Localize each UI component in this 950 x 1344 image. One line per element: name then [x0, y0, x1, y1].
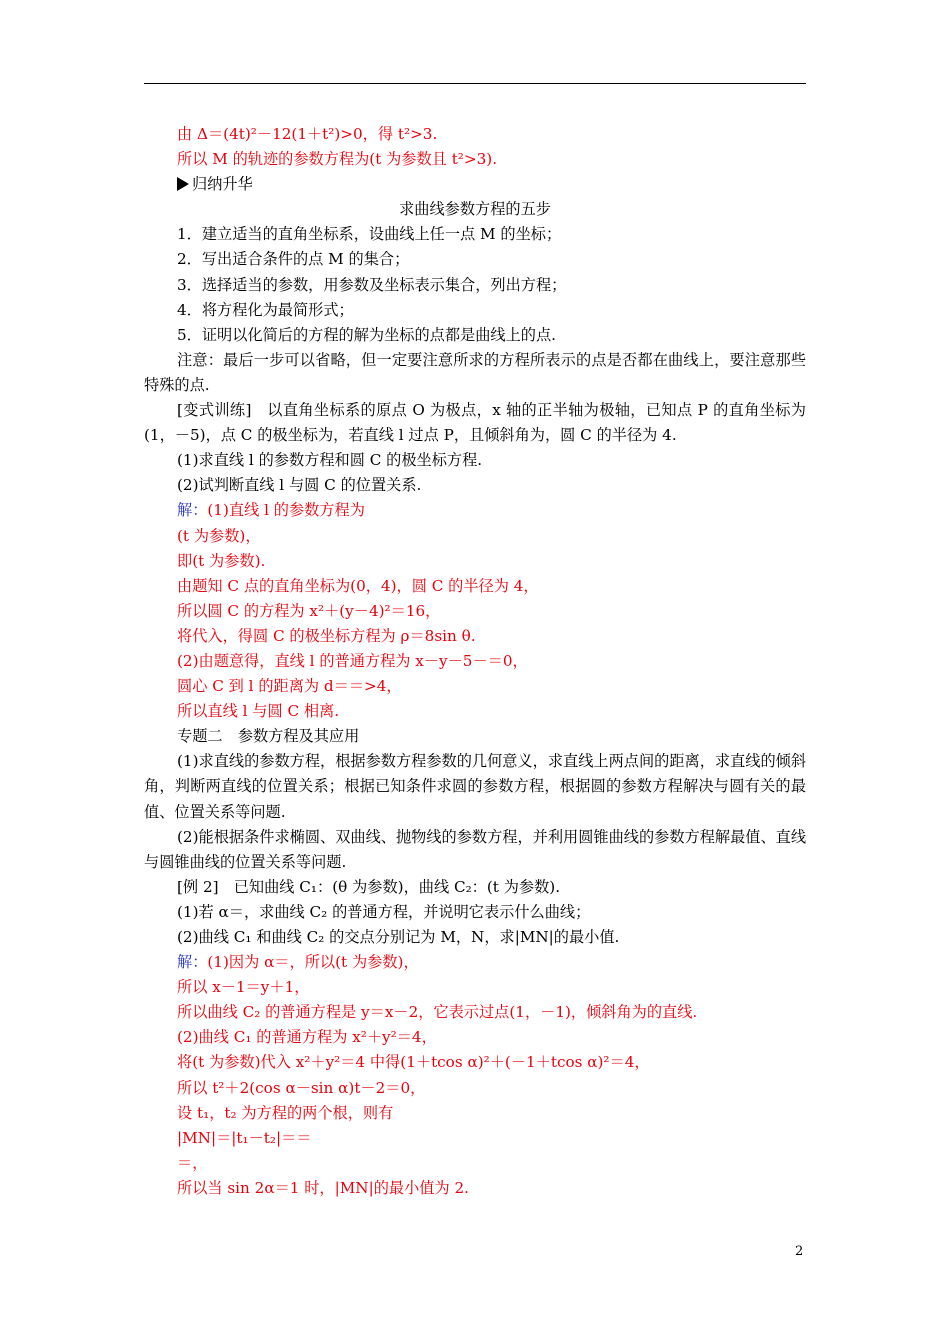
solution-line: |MN|＝|t₁－t₂|＝＝ — [177, 1128, 312, 1147]
page-number: 2 — [795, 1244, 804, 1259]
summary-heading-text: 归纳升华 — [192, 175, 253, 194]
step-item: 3．选择适当的参数，用参数及坐标表示集合，列出方程； — [177, 275, 567, 294]
solution-line: 将代入，得圆 C 的极坐标方程为 ρ＝8sin θ. — [177, 626, 476, 645]
solution-line: (2)由题意得，直线 l 的普通方程为 x－y－5－＝0， — [177, 651, 528, 670]
answer-line: 所以 M 的轨迹的参数方程为(t 为参数且 t²>3). — [177, 150, 498, 169]
page-body — [144, 122, 806, 1201]
triangle-icon — [177, 177, 189, 191]
note-paragraph: 注意：最后一步可以省略，但一定要注意所求的方程所表示的点是否都在曲线上，要注意那些特殊的点. — [144, 350, 806, 394]
step-item: 2．写出适合条件的点 M 的集合； — [177, 250, 410, 269]
step-item: 4．将方程化为最简形式； — [177, 300, 354, 319]
solution-line: 所以直线 l 与圆 C 相离. — [177, 702, 340, 721]
solution-line: 将(t 为参数)代入 x²＋y²＝4 中得(1＋tcos α)²＋(－1＋tcos α)²＝4， — [177, 1053, 650, 1072]
solution-text: (1)因为 α＝，所以(t 为参数)， — [207, 953, 419, 972]
solution-line: 所以当 sin 2α＝1 时，|MN|的最小值为 2. — [177, 1178, 469, 1197]
solution-line: 圆心 C 到 l 的距离为 d＝＝>4， — [177, 677, 402, 696]
question-item: (2)曲线 C₁ 和曲线 C₂ 的交点分别记为 M，N，求|MN|的最小值. — [177, 928, 620, 946]
solution-line: 即(t 为参数). — [177, 551, 266, 570]
solution-line — [144, 950, 806, 975]
solution-line: ＝， — [177, 1153, 208, 1172]
question-item: (1)若 α＝，求曲线 C₂ 的普通方程，并说明它表示什么曲线； — [177, 902, 591, 921]
solution-label: 解： — [177, 953, 208, 972]
step-item: 5．证明以化简后的方程的解为坐标的点都是曲线上的点. — [177, 325, 556, 344]
solution-line: 由题知 C 点的直角坐标为(0，4)，圆 C 的半径为 4， — [177, 576, 539, 595]
solution-text: (1)直线 l 的参数方程为 — [207, 501, 365, 520]
step-item: 1．建立适当的直角坐标系，设曲线上任一点 M 的坐标； — [177, 225, 562, 244]
solution-line: (t 为参数)， — [177, 526, 261, 545]
solution-line: 所以圆 C 的方程为 x²＋(y－4)²＝16， — [177, 601, 441, 620]
topic-paragraph: (2)能根据条件求椭圆、双曲线、抛物线的参数方程，并利用圆锥曲线的参数方程解最值、直线与圆锥曲线的位置关系等问题. — [144, 827, 807, 871]
variant-exercise: [变式训练] 以直角坐标系的原点 O 为极点，x 轴的正半轴为极轴，已知点 P 的直角坐标为(1，－5)，点 C 的极坐标为，若直线 l 过点 P，且倾斜角为，圆 C 的半径为 4. — [144, 401, 806, 445]
example-statement: [例 2] 已知曲线 C₁：(θ 为参数)，曲线 C₂：(t 为参数). — [177, 877, 561, 896]
solution-line: 所以 t²＋2(cos α－sin α)t－2＝0， — [177, 1078, 426, 1097]
solution-line: (2)曲线 C₁ 的普通方程为 x²＋y²＝4， — [177, 1028, 437, 1047]
answer-line: 由 Δ＝(4t)²－12(1＋t²)>0，得 t²>3. — [177, 125, 438, 143]
topic-heading: 专题二 参数方程及其应用 — [177, 727, 360, 746]
section-title: 求曲线参数方程的五步 — [399, 200, 551, 219]
topic-paragraph: (1)求直线的参数方程，根据参数方程参数的几何意义，求直线上两点间的距离，求直线的倾斜角，判断两直线的位置关系；根据已知条件求圆的参数方程，根据圆的参数方程解决与圆有关的最值、位置关系等问题. — [144, 752, 807, 821]
solution-line: 所以曲线 C₂ 的普通方程是 y＝x－2，它表示过点(1，－1)，倾斜角为的直线. — [177, 1003, 698, 1022]
solution-line: 设 t₁，t₂ 为方程的两个根，则有 — [177, 1103, 394, 1122]
summary-heading — [144, 172, 806, 197]
question-item: (1)求直线 l 的参数方程和圆 C 的极坐标方程. — [177, 451, 483, 470]
solution-line — [144, 498, 806, 523]
header-rule — [144, 83, 806, 84]
solution-label: 解： — [177, 501, 208, 520]
question-item: (2)试判断直线 l 与圆 C 的位置关系. — [177, 476, 422, 495]
solution-line: 所以 x－1＝y＋1， — [177, 978, 310, 997]
